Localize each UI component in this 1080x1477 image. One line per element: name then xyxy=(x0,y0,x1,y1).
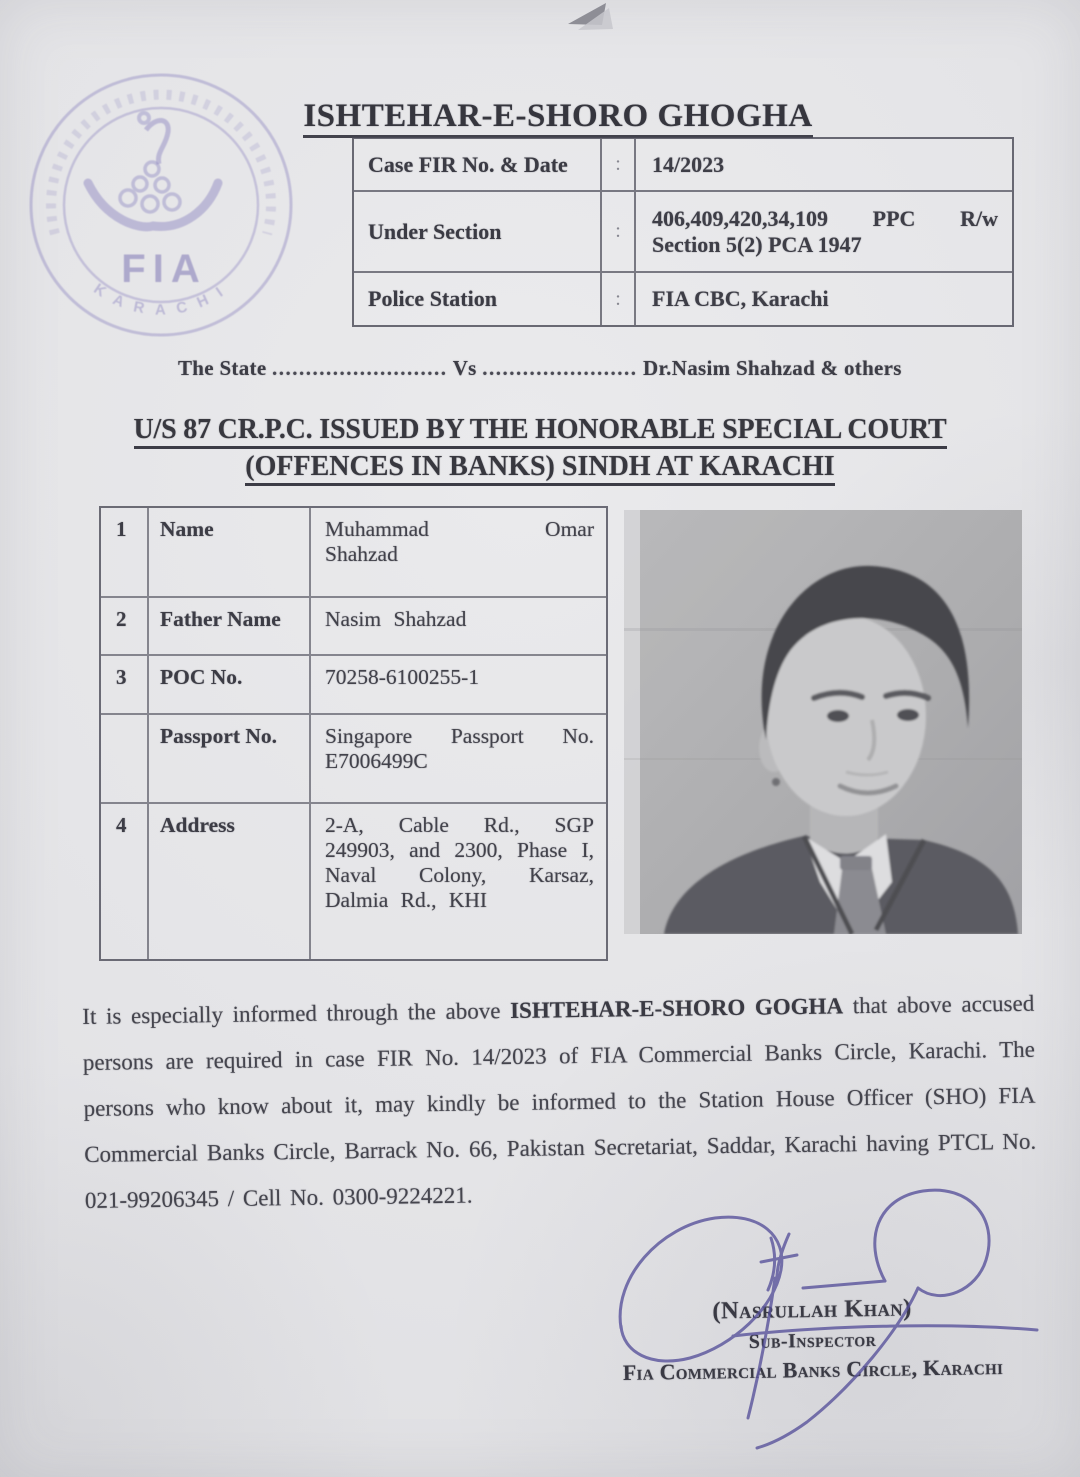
address-label: Address xyxy=(149,804,311,959)
state-vs-line xyxy=(178,356,902,381)
section-ppc: PPC xyxy=(872,205,916,231)
under-section-value xyxy=(636,192,1012,271)
colon-separator: : xyxy=(602,139,636,190)
signatory-rank: Sub-Inspector xyxy=(748,1328,877,1353)
section-rw: R/w xyxy=(960,205,998,231)
page-title: ISHTEHAR-E-SHORO GHOGHA xyxy=(18,98,1080,135)
court-heading-line1: U/S 87 CR.P.C. ISSUED BY THE HONORABLE SPECIAL COURT xyxy=(134,414,947,449)
passport-value: Singapore Passport No. E7006499C xyxy=(325,724,594,773)
name-part: Muhammad xyxy=(325,517,429,541)
father-name-label: Father Name xyxy=(149,598,311,654)
police-station-value: FIA CBC, Karachi xyxy=(652,286,829,311)
dotted-leader: .......................... xyxy=(272,356,448,380)
state-label: The State xyxy=(178,356,267,380)
notice-text: It is especially informed through the above xyxy=(82,998,511,1029)
passport-label: Passport No. xyxy=(149,715,311,802)
stamp-org-label: FIA xyxy=(121,247,207,291)
table-row xyxy=(354,190,1012,271)
court-heading-line2: (OFFENCES IN BANKS) SINDH AT KARACHI xyxy=(245,451,834,486)
colon-separator: : xyxy=(602,273,636,325)
dotted-leader: ....................... xyxy=(482,356,638,380)
section-numbers: 406,409,420,34,109 xyxy=(652,205,828,231)
table-row xyxy=(101,596,606,654)
serial-number: 3 xyxy=(101,656,149,713)
accused-details-table xyxy=(99,506,608,961)
signatory-name: (Nasrullah Khan) xyxy=(712,1294,912,1325)
serial-number: 2 xyxy=(101,598,149,654)
poc-value: 70258-6100255-1 xyxy=(325,665,480,689)
name-label: Name xyxy=(149,508,311,596)
poc-label: POC No. xyxy=(149,656,311,713)
signatory-office: Fia Commercial Banks Circle, Karachi xyxy=(622,1354,1004,1385)
vs-label: Vs xyxy=(452,356,477,380)
stamp-ring-text: K A R A C H I xyxy=(90,280,230,319)
name-value xyxy=(311,508,606,596)
police-station-label: Police Station xyxy=(354,273,602,325)
name-part: Omar xyxy=(545,517,594,541)
serial-number: 4 xyxy=(101,804,149,959)
table-row xyxy=(101,508,606,596)
notice-text: that above accused persons are required in case FIR No. 14/2023 of FIA Commercial Banks Circle, Karachi. The persons who know about it, may kindly be informed to the Station House Officer (SHO) FIA Commercial Banks Circle, Barrack No. 66, Pakistan Secretariat, Saddar, Karachi having PTCL No. 021-99206345 / Cell No. 0300-9224221. xyxy=(82,990,1037,1213)
serial-number xyxy=(101,715,149,802)
under-section-label: Under Section xyxy=(354,192,602,271)
colon-separator: : xyxy=(602,192,636,271)
case-info-table xyxy=(352,137,1014,327)
section-line2: Section 5(2) PCA 1947 xyxy=(652,231,862,257)
name-part: Shahzad xyxy=(325,542,398,566)
table-row xyxy=(101,654,606,713)
signature-ink xyxy=(585,1178,1065,1468)
court-heading xyxy=(0,414,1080,483)
respondent-name: Dr.Nasim Shahzad & others xyxy=(643,356,902,380)
notice-bold-title: ISHTEHAR-E-SHORO GOGHA xyxy=(509,993,844,1024)
table-row xyxy=(101,802,606,959)
fold-mark xyxy=(568,2,620,34)
case-fir-value: 14/2023 xyxy=(652,151,725,177)
case-fir-label: Case FIR No. & Date xyxy=(354,139,602,190)
address-value: 2-A, Cable Rd., SGP 249903, and 2300, Phase I, Naval Colony, Karsaz, Dalmia Rd., KHI xyxy=(325,813,594,912)
table-row xyxy=(354,139,1012,190)
table-row xyxy=(101,713,606,802)
accused-photo xyxy=(624,510,1022,934)
serial-number: 1 xyxy=(101,508,149,596)
father-name-value: Nasim Shahzad xyxy=(325,607,467,631)
table-row xyxy=(354,271,1012,325)
